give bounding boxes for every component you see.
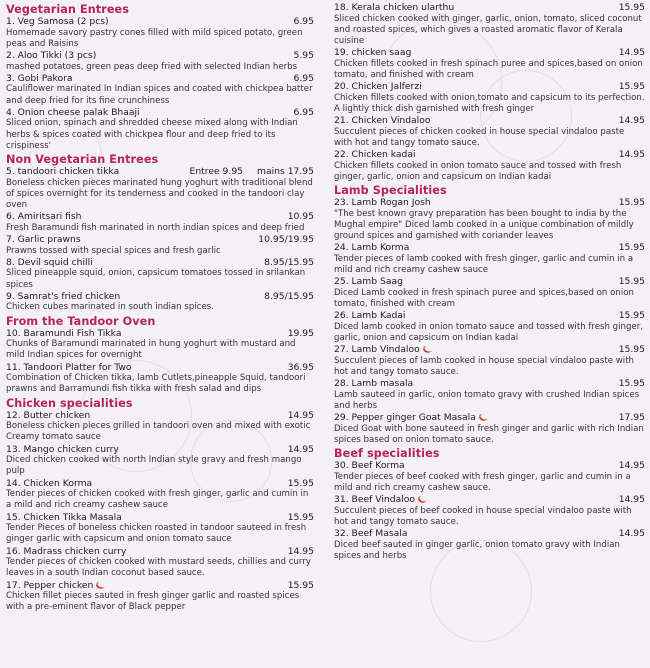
dish-description: Diced Goat with bone sauteed in fresh ginger and garlic with rich Indian spices based on onion tomato sauce. — [334, 424, 644, 446]
dish-name: 16. Madrass chicken curry — [6, 545, 127, 557]
menu-item-line — [6, 234, 314, 246]
dish-price: 36.95 — [287, 361, 314, 373]
menu-item-line — [334, 310, 645, 322]
dish-description: Chicken fillets cooked with onion,tomato and capsicum to its perfection. A lightly thick dish garnished with fresh ginger — [334, 92, 645, 114]
dish-description: Tender pieces of lamb cooked with fresh ginger, garlic and cumin in a mild and rich creamy cashew sauce — [334, 254, 634, 276]
menu-item-line — [6, 444, 314, 456]
menu-item-line — [334, 494, 645, 506]
chili-pepper-icon — [422, 346, 431, 353]
dish-description: Chicken fillet pieces sauted in fresh ginger garlic and roasted spices with a pre-eminent flavor of Black pepper — [6, 591, 300, 613]
menu-item — [334, 460, 645, 494]
menu-item-line — [334, 344, 645, 356]
menu-item — [6, 444, 314, 478]
menu-item — [334, 149, 645, 183]
dish-description: Tender pieces of chicken cooked with mustard seeds, chillies and curry leaves in a south Indian coconut based sauce. — [6, 557, 311, 579]
dish-name: 5. tandoori chicken tikka — [6, 166, 120, 177]
dish-name: 13. Mango chicken curry — [6, 443, 119, 455]
menu-item — [6, 546, 314, 580]
dish-price: 10.95/19.95 — [258, 234, 314, 245]
menu-item-line — [6, 362, 314, 374]
dish-description: Succulent pieces of lamb cooked in house special vindaloo paste with hot and tangy tomato sauce. — [334, 356, 635, 378]
menu-item-line — [334, 276, 645, 288]
menu-item-line — [6, 478, 314, 490]
dish-name: 22. Chicken kadai — [334, 149, 416, 161]
dish-price: 15.95 — [618, 310, 645, 322]
dish-description: Boneless chicken pieces marinated hung yoghurt with traditional blend of spices overnight for its tenderness and cooked in the tandoori clay oven — [6, 177, 313, 210]
menu-item — [334, 115, 645, 149]
dish-price: 14.95 — [618, 149, 645, 161]
dish-name: 3. Gobi Pakora — [6, 72, 73, 84]
dish-description: Fresh Baramundi fish marinated in north indian spices and deep fried — [6, 222, 305, 233]
dish-name: 25. Lamb Saag — [334, 276, 403, 288]
entree-price: Entree 9.95 — [189, 166, 244, 177]
dish-name: 11. Tandoori Platter for Two — [6, 361, 132, 373]
menu-item-line — [334, 460, 645, 472]
menu-item — [334, 310, 645, 344]
menu-item — [6, 107, 314, 152]
dish-price: 15.95 — [287, 477, 314, 489]
dish-name: 6. Amiritsari fish — [6, 211, 82, 223]
menu-item — [334, 276, 645, 310]
menu-item — [6, 580, 314, 614]
dish-name: 29. Pepper ginger Goat Masala — [334, 412, 615, 424]
dish-description: Diced beef sauted in ginger garlic, onion tomato gravy with Indian spices and herbs — [334, 540, 620, 562]
menu-item-line — [6, 512, 314, 524]
menu-item — [334, 197, 645, 242]
dish-description: Lamb sauteed in garlic, onion tomato gravy with crushed Indian spices and herbs — [334, 390, 640, 412]
menu-item — [6, 328, 314, 362]
dish-name: 19. chicken saag — [334, 47, 412, 59]
section-heading: Beef specialities — [334, 447, 440, 461]
menu-item-line — [6, 211, 314, 223]
dish-name: 14. Chicken Korma — [6, 477, 93, 489]
chili-pepper-icon — [95, 582, 104, 589]
dish-price: 8.95/15.95 — [264, 290, 314, 302]
dish-name: 17. Pepper chicken — [6, 580, 284, 592]
menu-item-line — [6, 16, 314, 28]
menu-item — [6, 512, 314, 546]
dish-price: mains 17.95 — [257, 166, 314, 177]
menu-item-line — [6, 107, 314, 119]
menu-item-line — [6, 291, 314, 303]
dish-description: Tender Pieces of boneless chicken roasted in tandoor sauteed in fresh ginger garlic with capsicum and onion tomato sauce — [6, 523, 307, 545]
dish-price: 14.95 — [287, 409, 314, 421]
dish-price: 6.95 — [293, 16, 314, 27]
dish-price: 14.95 — [618, 460, 645, 472]
dish-description: Diced lamb cooked in onion tomato sauce and tossed with fresh ginger, garlic, onion and capsicum on Indian kadai — [334, 322, 643, 344]
dish-price: 10.95 — [287, 211, 314, 223]
dish-price: 15.95 — [287, 511, 314, 523]
dish-price: 17.95 — [618, 412, 645, 424]
dish-price: 19.95 — [287, 327, 314, 339]
section-heading: Vegetarian Entrees — [6, 3, 129, 16]
menu-item — [334, 494, 645, 528]
menu-item — [6, 257, 314, 291]
menu-item-line — [6, 257, 314, 269]
section-heading: Lamb Specialities — [334, 184, 447, 198]
dish-description: Sliced pineapple squid, onion, capsicum tomatoes tossed in srilankan spices — [6, 268, 306, 290]
section-heading: Non Vegetarian Entrees — [6, 153, 159, 166]
menu-item-line — [334, 2, 645, 14]
dish-name: 24. Lamb Korma — [334, 242, 410, 254]
dish-name: 21. Chicken Vindaloo — [334, 115, 431, 127]
dish-description: Chicken cubes marinated in south indian spices. — [6, 302, 214, 313]
dish-name: 23. Lamb Rogan Josh — [334, 197, 431, 209]
chili-pepper-icon — [478, 414, 487, 421]
menu-item — [334, 344, 645, 378]
dish-name: 28. Lamb masala — [334, 378, 414, 390]
dish-description: Tender pieces of beef cooked with fresh ginger, garlic and cumin in a mild and rich creamy cashew sauce. — [334, 472, 631, 494]
chili-pepper-icon — [417, 496, 426, 503]
dish-price: 15.95 — [618, 2, 645, 13]
section-heading: Chicken specialities — [6, 396, 133, 410]
dish-description: Sliced onion, spinach and shredded cheese mixed along with Indian herbs & spices coated with chickpea flour and deep fried to its crispiness' — [6, 118, 298, 151]
dish-description: Sliced chicken cooked with ginger, garlic, onion, tomato, sliced coconut and roasted spices, which gives a roasted aromatic flavor of Kerala cuisine — [334, 13, 642, 46]
dish-name: 30. Beef Korma — [334, 460, 405, 472]
menu-item — [6, 16, 314, 50]
menu-item-line — [334, 81, 645, 93]
dish-description: Combination of Chicken tikka, lamb Cutlets,pineapple Squid, tandoori prawns and Barramundi fish tikka with fresh salad and dips — [6, 373, 306, 395]
dish-name: 32. Beef Masala — [334, 528, 408, 540]
menu-item-line — [6, 73, 314, 85]
dish-price: 6.95 — [293, 106, 314, 118]
dish-price: 15.95 — [618, 81, 645, 93]
menu-item-line — [6, 166, 314, 178]
menu-item — [334, 81, 645, 115]
dish-description: mashed potatoes, green peas deep fried with selected Indian herbs — [6, 61, 298, 72]
menu-item-line — [334, 47, 645, 59]
dish-price: 6.95 — [293, 72, 314, 84]
menu-item — [334, 528, 645, 562]
dish-price: 15.95 — [287, 579, 314, 591]
dish-description: Homemade savory pastry cones filled with mild spiced potato, green peas and Raisins — [6, 27, 303, 49]
dish-name: 8. Devil squid chilli — [6, 256, 93, 268]
menu-item-line — [6, 546, 314, 558]
menu-item-line — [6, 50, 314, 62]
menu-item — [6, 211, 314, 234]
menu-item-line — [334, 149, 645, 161]
dish-price: 8.95/15.95 — [264, 256, 314, 268]
menu-item — [6, 50, 314, 73]
dish-description: Succulent pieces of chicken cooked in house special vindaloo paste with hot and tangy tomato sauce. — [334, 126, 625, 148]
menu-item — [334, 378, 645, 412]
dish-price: 15.95 — [618, 344, 645, 356]
dish-name: 7. Garlic prawns — [6, 234, 81, 245]
dish-price: 15.95 — [618, 378, 645, 390]
menu-item — [334, 47, 645, 81]
dish-description: Prawns tossed with special spices and fresh garlic — [6, 245, 221, 256]
dish-price: 14.95 — [618, 528, 645, 540]
dish-description: Diced chicken cooked with north Indian style gravy and fresh mango pulp — [6, 455, 302, 477]
menu-item-line — [334, 115, 645, 127]
section-heading: From the Tandoor Oven — [6, 314, 156, 328]
dish-price: 15.95 — [618, 197, 645, 209]
dish-price: 5.95 — [293, 50, 314, 61]
menu-item — [6, 362, 314, 396]
dish-name: 9. Samrat's fried chicken — [6, 290, 121, 302]
menu-item — [6, 478, 314, 512]
dish-price: 14.95 — [618, 115, 645, 127]
menu-item-line — [334, 197, 645, 209]
menu-item-line — [334, 412, 645, 424]
dish-description: Cauliflower marinated In Indian spices and coated with chickpea batter and deep fried for its fine crunchiness — [6, 84, 313, 106]
dish-name: 4. Onion cheese palak Bhaaji — [6, 106, 140, 118]
dish-description: Diced Lamb cooked in fresh spinach puree and spices,based on onion tomato, finished with cream — [334, 288, 634, 310]
menu-item — [334, 242, 645, 276]
menu-item — [334, 2, 645, 47]
dish-price: 14.95 — [618, 47, 645, 59]
dish-name: 10. Baramundi Fish Tikka — [6, 327, 122, 339]
menu-item-line — [334, 378, 645, 390]
dish-name: 26. Lamb Kadai — [334, 310, 406, 322]
dish-name: 2. Aloo Tikki (3 pcs) — [6, 50, 97, 61]
menu-item-line — [334, 242, 645, 254]
menu-item — [6, 73, 314, 107]
dish-price: 14.95 — [618, 494, 645, 506]
menu-item-line — [6, 580, 314, 592]
dish-name: 12. Butter chicken — [6, 409, 91, 421]
menu-item — [6, 410, 314, 444]
dish-name: 1. Veg Samosa (2 pcs) — [6, 16, 109, 27]
menu-item — [6, 166, 314, 211]
dish-description: Succulent pieces of beef cooked in house special vindaloo paste with hot and tangy tomato sauce. — [334, 506, 632, 528]
dish-name: 31. Beef Vindaloo — [334, 494, 615, 506]
dish-description: "The best known gravy preparation has been bought to india by the Mughal empire" Diced lamb cooked in a unique combination of mildly ground spices and garnished with coriander leaves — [334, 208, 634, 242]
menu-item — [6, 291, 314, 314]
dish-price: 14.95 — [287, 443, 314, 455]
dish-name: 20. Chicken Jalferzi — [334, 81, 422, 93]
dish-description: Chicken fillets cooked in onion tomato sauce and tossed with fresh ginger, garlic, onion and capsicum on Indian kadai — [334, 160, 622, 182]
menu-item — [334, 412, 645, 446]
menu-item — [6, 234, 314, 257]
menu-item-line — [334, 528, 645, 540]
dish-description: Tender pieces of chicken cooked with fresh ginger, garlic and cumin in a mild and rich creamy cashew sauce — [6, 489, 309, 511]
dish-name: 27. Lamb Vindaloo — [334, 344, 615, 356]
dish-description: Boneless chicken pieces grilled in tandoori oven and mixed with exotic Creamy tomato sauce — [6, 421, 311, 443]
dish-price: 15.95 — [618, 242, 645, 254]
dish-description: Chunks of Baramundi marinated in hung yoghurt with mustard and mild Indian spices for overnight — [6, 339, 296, 361]
menu-item-line — [6, 410, 314, 422]
dish-name: 18. Kerala chicken ularthu — [334, 2, 455, 13]
menu-column-right — [334, 2, 645, 562]
dish-name: 15. Chicken Tikka Masala — [6, 511, 122, 523]
menu-column-left — [6, 2, 314, 614]
dish-price: 14.95 — [287, 545, 314, 557]
dish-description: Chicken fillets cooked in fresh spinach puree and spices,based on onion tomato, and finished with cream — [334, 58, 643, 80]
dish-price: 15.95 — [618, 276, 645, 288]
menu-item-line — [6, 328, 314, 340]
